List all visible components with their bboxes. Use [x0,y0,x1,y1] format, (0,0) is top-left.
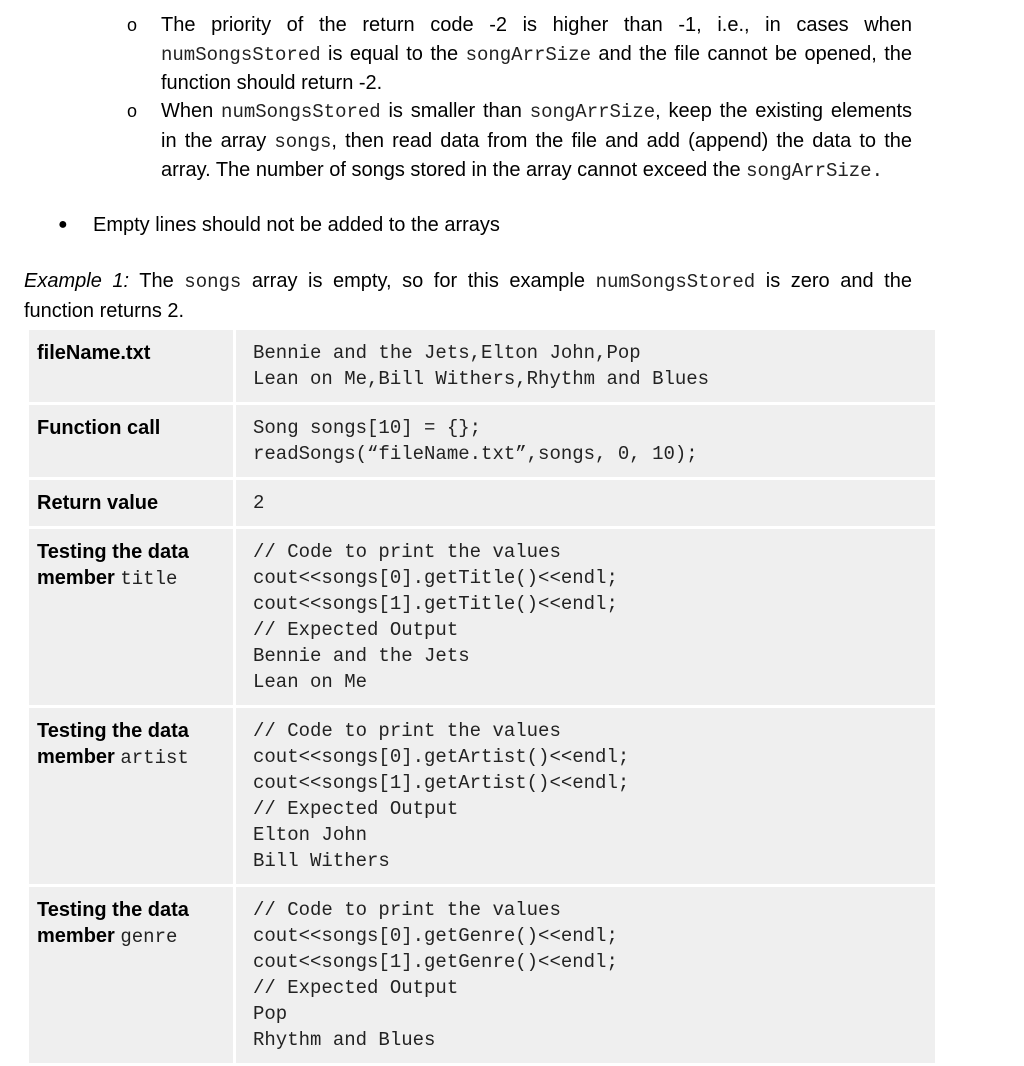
code-line: cout<<songs[1].getTitle()<<endl; [253,593,618,615]
code-line: Song songs[10] = {}; [253,417,482,439]
inline-code: numSongsStored [161,43,321,66]
code-line: Lean on Me,Bill Withers,Rhythm and Blues [253,368,710,390]
table-row [29,480,935,526]
code-line: Pop [253,1003,288,1025]
paragraph-text: is equal to the [320,42,466,65]
sub-bullet-marker: o [127,101,138,121]
row-label-text: fileName.txt [37,342,151,364]
example-intro-paragraph [24,267,912,325]
sub-bullet-priority-paragraph [161,11,912,98]
code-line: cout<<songs[1].getArtist()<<endl; [253,772,630,794]
row-label [29,529,233,705]
row-label [29,887,233,1063]
row-label [29,405,233,477]
inline-code: numSongsStored [221,101,381,123]
row-label-code: artist [120,747,189,769]
paragraph-text: The priority of the return code -2 is higher than -1, i.e., in cases when [161,14,912,36]
inline-code: songs [274,130,332,153]
example-code: songs [184,271,242,293]
row-code-block [236,405,935,477]
bullet-marker: ● [58,216,68,233]
code-line: Lean on Me [253,671,368,693]
table-row [29,405,935,477]
code-line: Elton John [253,824,368,846]
inline-code: songArrSize [465,43,591,66]
code-line: Rhythm and Blues [253,1029,436,1051]
table-row [29,708,935,884]
table-row [29,887,935,1063]
table-row [29,529,935,705]
sub-bullet-marker: o [127,15,138,35]
code-line: // Expected Output [253,798,459,820]
code-line: cout<<songs[0].getTitle()<<endl; [253,567,618,589]
row-label-text: Return value [37,492,159,514]
row-code-block [236,887,935,1063]
row-label-code: title [120,568,178,590]
row-label-text: Testing the data member [37,541,189,589]
row-label [29,708,233,884]
code-line: cout<<songs[0].getGenre()<<endl; [253,925,618,947]
code-line: // Expected Output [253,977,459,999]
paragraph-text: is smaller than [380,100,530,122]
code-line: Bennie and the Jets [253,645,470,667]
row-label-text: Testing the data member [37,720,189,768]
row-label-text: Testing the data member [37,899,189,947]
code-line: 2 [253,492,265,514]
row-label [29,480,233,526]
table-row [29,330,935,402]
code-line: cout<<songs[0].getArtist()<<endl; [253,746,630,768]
example-table [26,327,938,1066]
row-code-block [236,480,935,526]
example-text: array is empty, so for this example [241,270,596,292]
row-code-block [236,330,935,402]
code-line: // Expected Output [253,619,459,641]
example-code: numSongsStored [595,271,756,293]
inline-code: songArrSize [529,101,656,123]
bullet-empty-lines-text: Empty lines should not be added to the arrays [93,214,500,236]
row-code-block [236,708,935,884]
code-line: // Code to print the values [253,541,561,563]
example-label: Example 1: [24,270,130,292]
sub-bullet-append-paragraph [161,97,912,186]
code-line: readSongs(“fileName.txt”,songs, 0, 10); [253,443,698,465]
paragraph-text: and the file cannot be opened, the function should return -2. [161,42,912,94]
code-line: Bennie and the Jets,Elton John,Pop [253,342,641,364]
code-line: cout<<songs[1].getGenre()<<endl; [253,951,618,973]
code-line: // Code to print the values [253,899,561,921]
code-line: Bill Withers [253,850,390,872]
paragraph-text: , then read data from the file and add (append) the data to the array. The number of songs stored in the array cannot exceed the [161,129,912,181]
inline-code: songArrSize. [746,160,883,182]
paragraph-text: , keep the existing elements in the array [161,100,912,152]
row-label-text: Function call [37,417,161,439]
row-code-block [236,529,935,705]
example-text: is zero and the function returns 2. [24,270,912,322]
example-text: The [129,270,185,292]
row-label [29,330,233,402]
code-line: // Code to print the values [253,720,561,742]
paragraph-text: When [161,100,222,122]
row-label-code: genre [120,926,178,948]
